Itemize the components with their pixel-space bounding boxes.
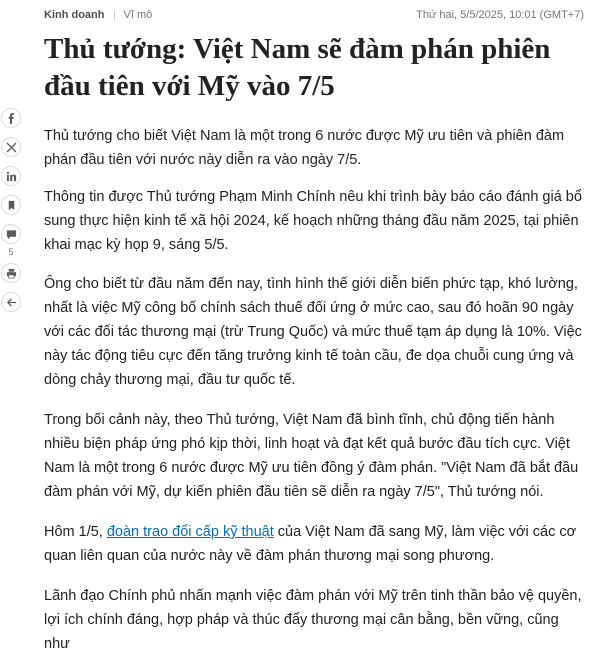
breadcrumb-subcategory[interactable]: Vĩ mô <box>123 9 153 21</box>
back-button[interactable] <box>1 292 21 312</box>
breadcrumb <box>44 8 152 22</box>
article-paragraph-5: Lãnh đạo Chính phủ nhấn mạnh việc đàm phán với Mỹ trên tinh thần bảo vệ quyền, lợi ích chính đáng, hợp pháp và thúc đẩy thương mại cân bằng, bền vững, cũng như <box>44 588 582 652</box>
print-button[interactable] <box>1 263 21 283</box>
comment-icon <box>6 229 17 240</box>
bookmark-button[interactable] <box>1 195 21 215</box>
technical-delegation-link[interactable]: đoàn trao đổi cấp kỹ thuật <box>106 524 274 540</box>
article-paragraph-2: Ông cho biết từ đầu năm đến nay, tình hình thế giới diễn biến phức tạp, khó lường, nhất là việc Mỹ công bố chính sách thuế đối ứng ở mức cao, sau đó hoãn 90 ngày với các đối tác thương mại (trừ Trung Quốc) và mức thuế tạm áp dụng là 10%. Việc này tác động tiêu cực đến tăng trưởng kinh tế toàn cầu, đe dọa chuỗi cung ứng và dòng chảy thương mại, đầu tư quốc tế. <box>44 276 582 388</box>
facebook-share-button[interactable] <box>1 108 21 128</box>
print-icon <box>6 268 17 279</box>
article-paragraph-1: Thông tin được Thủ tướng Phạm Minh Chính nêu khi trình bày báo cáo đánh giá bổ sung thực hiện kinh tế xã hội 2024, kế hoạch những tháng đầu năm 2025, tại phiên khai mạc kỳ họp 9, sáng 5/5. <box>44 189 582 253</box>
share-rail <box>0 108 22 321</box>
article-paragraph-3: Trong bối cảnh này, theo Thủ tướng, Việt Nam đã bình tĩnh, chủ động tiến hành nhiều biện pháp ứng phó kịp thời, linh hoạt và đạt kết quả bước đầu tích cực. Việt Nam là một trong 6 nước được Mỹ ưu tiên đồng ý đàm phán. "Việt Nam đã bắt đầu đàm phán với Mỹ, dự kiến phiên đầu tiên sẽ diễn ra ngày 7/5", Thủ tướng nói. <box>44 412 579 500</box>
breadcrumb-divider <box>114 11 115 20</box>
comment-count: 5 <box>8 247 14 257</box>
x-icon <box>6 142 17 153</box>
article-title: Thủ tướng: Việt Nam sẽ đàm phán phiên đầu tiên với Mỹ vào 7/5 <box>44 33 551 102</box>
comment-button[interactable] <box>1 224 21 244</box>
facebook-icon <box>6 113 17 124</box>
linkedin-share-button[interactable] <box>1 166 21 186</box>
breadcrumb-category[interactable]: Kinh doanh <box>44 9 105 21</box>
article-meta <box>44 8 584 22</box>
bookmark-icon <box>6 200 17 211</box>
x-share-button[interactable] <box>1 137 21 157</box>
paragraph-4-text-start: Hôm 1/5, <box>44 524 107 540</box>
article-body <box>44 31 584 656</box>
linkedin-icon <box>6 171 17 182</box>
paragraph-4-text-end: của Việt Nam đã sang Mỹ, làm việc với các cơ quan liên quan của nước này về đàm phán thương mại song phương. <box>44 524 577 564</box>
article-lead: Thủ tướng cho biết Việt Nam là một trong 6 nước được Mỹ ưu tiên và phiên đàm phán đầu tiên với nước này diễn ra vào ngày 7/5. <box>44 128 565 168</box>
article-paragraph-4 <box>44 520 584 568</box>
back-icon <box>6 297 17 308</box>
publish-date: Thứ hai, 5/5/2025, 10:01 (GMT+7) <box>416 9 584 21</box>
